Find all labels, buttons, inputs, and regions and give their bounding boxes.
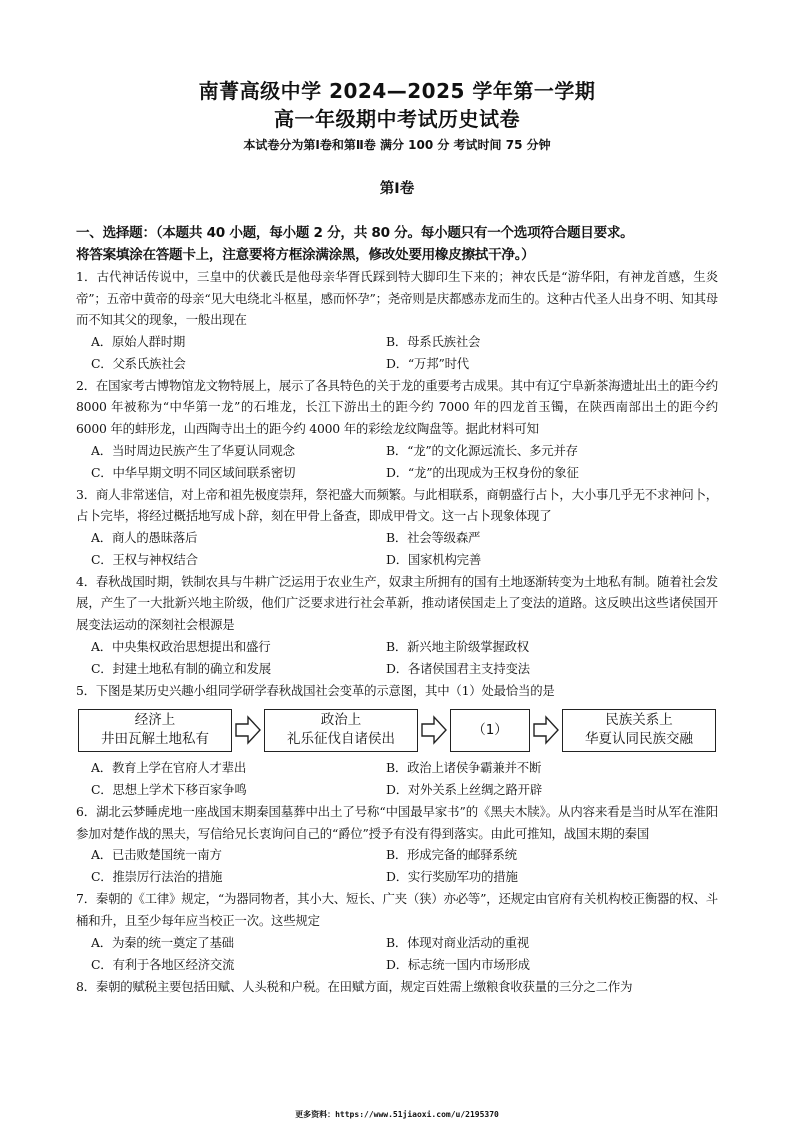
flow-box-heading: 民族关系上 [605, 712, 673, 729]
exam-page [76, 78, 718, 997]
option-d: D．各诸侯国君主支持变法 [386, 660, 530, 676]
question-stem: 3．商人非常迷信，对上帝和祖先极度崇拜，祭祀盛大而频繁。与此相联系，商朝盛行占卜，大小事几乎无不求神问卜，占卜完毕，将经过概括地写成卜辞，刻在甲骨上备查，即成甲骨文。这一占卜现象体现了 [76, 486, 718, 524]
question-stem: 5．下图是某历史兴趣小组同学研学春秋战国社会变革的示意图，其中（1）处最恰当的是 [76, 682, 555, 698]
option-c: C．有利于各地区经济交流 [91, 956, 235, 972]
exam-subtitle: 本试卷分为第Ⅰ卷和第Ⅱ卷 满分 100 分 考试时间 75 分钟 [243, 138, 551, 152]
flow-box-text: 井田瓦解土地私有 [101, 731, 209, 748]
option-a: A．原始人群时期 [91, 333, 186, 349]
option-list [76, 932, 718, 976]
option-b: B．新兴地主阶级掌握政权 [386, 638, 530, 654]
question-5 [76, 680, 718, 802]
option-d: D．标志统一国内市场形成 [386, 956, 530, 972]
section-instructions-line1: 一、选择题：（本题共 40 小题，每小题 2 分，共 80 分。每小题只有一个选项符合题目要求。 [76, 225, 634, 241]
option-a: A．已击败楚国统一南方 [91, 847, 222, 863]
option-d: D．“万邦”时代 [386, 355, 469, 371]
question-7 [76, 888, 718, 975]
question-stem: 6．湖北云梦睡虎地一座战国末期秦国墓葬中出土了号称“中国最早家书”的《黑夫木牍》。从内容来看是当时从军在淮阳参加对楚作战的黑夫，写信给兄长衷询问自己的“爵位”授予有没有得到落实。由此可推知，战国末期的秦国 [76, 804, 718, 841]
option-list [76, 636, 718, 680]
exam-title-line2: 高一年级期中考试历史试卷 [274, 107, 520, 131]
option-b: B．体现对商业活动的重视 [386, 934, 530, 950]
footer-resource-link[interactable]: 更多资料：https://www.51jiaoxi.com/u/2195370 [295, 1110, 499, 1119]
option-b: B．社会等级森严 [386, 529, 481, 545]
exam-title-line1: 南菁高级中学 2024—2025 学年第一学期 [198, 79, 596, 103]
flow-box-politics [264, 709, 418, 752]
question-3 [76, 484, 718, 571]
question-stem: 7．秦朝的《工律》规定，“为器同物者，其小大、短长、广夹（狭）亦必等”，还规定由官府有关机构校正衡器的权、斗桶和升，且至少每年应当校正一次。这些规定 [76, 891, 718, 928]
option-b: B．“龙”的文化源远流长、多元并存 [386, 442, 578, 458]
question-stem: 2．在国家考古博物馆龙文物特展上，展示了各具特色的关于龙的重要考古成果。其中有辽宁阜新茶海遗址出土的距今约 8000 年被称为“中华第一龙”的石堆龙，长江下游出土的距今约 7000 年的四龙首玉镯，在陕西南部出土的距今约 6000 年的蚌形龙，山西陶寺出土的距今约 4000 年的彩绘龙纹陶盘等。据此材料可知 [76, 377, 718, 436]
question-1 [76, 266, 718, 375]
option-c: C．中华早期文明不同区域间联系密切 [91, 464, 296, 480]
option-d: D．对外关系上丝绸之路开辟 [386, 782, 543, 798]
flow-box-heading: 经济上 [134, 712, 176, 729]
option-d: D．“龙”的出现成为王权身份的象征 [386, 464, 579, 480]
flow-box-ethnic [562, 709, 716, 752]
option-a: A．为秦的统一奠定了基础 [91, 934, 234, 950]
question-stem: 8．秦朝的赋税主要包括田赋、人头税和户税。在田赋方面，规定百姓需上缴粮食收获量的三分之二作为 [76, 978, 633, 994]
section-instructions-line2: 将答案填涂在答题卡上，注意要将方框涂满涂黑，修改处要用橡皮擦拭干净。） [76, 247, 535, 263]
question-8 [76, 976, 718, 998]
option-c: C．思想上学术下移百家争鸣 [91, 782, 247, 798]
flow-diagram [78, 707, 718, 753]
option-a: A．商人的愚昧落后 [91, 529, 198, 545]
flow-box-text: 礼乐征伐自诸侯出 [287, 731, 395, 748]
arrow-right-icon [235, 715, 261, 745]
flow-box-economy [78, 709, 232, 752]
option-c: C．推崇厉行法治的措施 [91, 869, 223, 885]
section-instructions [76, 222, 718, 266]
option-a: A．当时周边民族产生了华夏认同观念 [91, 442, 295, 458]
option-a: A．中央集权政治思想提出和盛行 [91, 638, 271, 654]
option-list [76, 331, 718, 375]
flow-box-heading: （1） [472, 721, 508, 738]
flow-box-text: 华夏认同民族交融 [585, 731, 693, 748]
option-list [76, 527, 718, 571]
option-list [76, 844, 718, 888]
option-b: B．形成完备的邮驿系统 [386, 847, 517, 863]
option-c: C．父系氏族社会 [91, 355, 186, 371]
option-a: A．教育上学在官府人才辈出 [91, 760, 247, 776]
question-4 [76, 571, 718, 680]
option-list [76, 440, 718, 484]
question-stem: 1．古代神话传说中，三皇中的伏羲氏是他母亲华胥氏踩到特大脚印生下来的；神农氏是“游华阳，有神龙首感，生炎帝”；五帝中黄帝的母亲“见大电绕北斗枢星，感而怀孕”；尧帝则是庆都感赤龙而生的。这种古代圣人出身不明、知其母而不知其父的现象，一般出现在 [76, 269, 718, 328]
volume-heading: 第Ⅰ卷 [379, 181, 415, 197]
option-b: B．母系氏族社会 [386, 333, 481, 349]
option-c: C．封建土地私有制的确立和发展 [91, 660, 271, 676]
question-6 [76, 801, 718, 888]
arrow-right-icon [421, 715, 447, 745]
arrow-right-icon [533, 715, 559, 745]
question-stem: 4．春秋战国时期，铁制农具与牛耕广泛运用于农业生产，奴隶主所拥有的国有土地逐渐转变为土地私有制。随着社会发展，产生了一大批新兴地主阶级，他们广泛要求进行社会革新，推动诸侯国走上了变法的道路。这反映出这些诸侯国开展变法运动的深刻社会根源是 [76, 573, 718, 632]
flow-box-blank [450, 709, 530, 752]
option-d: D．国家机构完善 [386, 551, 482, 567]
option-c: C．王权与神权结合 [91, 551, 198, 567]
option-list [76, 757, 718, 801]
flow-box-heading: 政治上 [320, 712, 362, 729]
option-d: D．实行奖励军功的措施 [386, 869, 518, 885]
option-b: B．政治上诸侯争霸兼并不断 [386, 760, 542, 776]
question-2 [76, 375, 718, 484]
